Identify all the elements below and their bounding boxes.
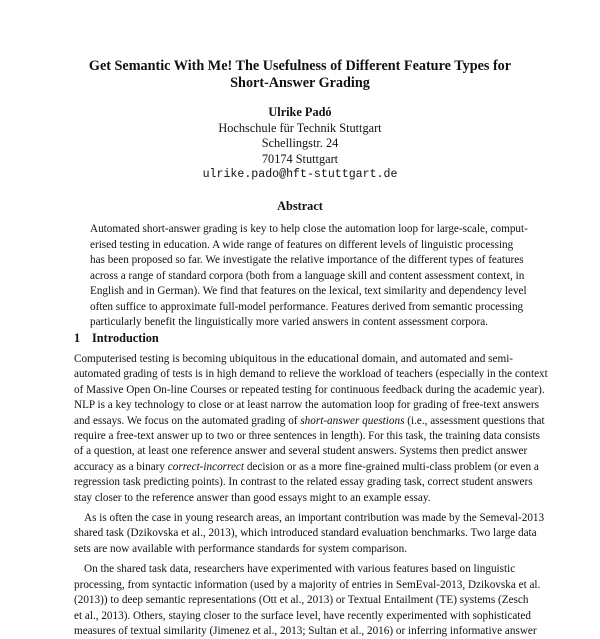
body-line: regression task predicting points). In contrast to the related essay grading task, correct student answers — [74, 476, 533, 489]
emphasis-correct-incorrect: correct-incorrect — [167, 460, 245, 473]
body-line: shared task (Dzikovska et al., 2013), which introduced standard evaluation benchmarks. Two large data — [74, 527, 537, 540]
body-line — [74, 460, 539, 475]
body-line — [74, 414, 545, 429]
body-line: stay closer to the reference answer than good essays might to an example essay. — [74, 491, 431, 504]
abstract-line: erised testing in education. A wide range of features on different levels of linguistic processing — [90, 238, 514, 251]
author-block — [100, 105, 500, 183]
body-line: require a free-text answer up to two or three sentences in length). For this task, the training data consists — [74, 430, 541, 443]
body-line: of a question, at least one reference answer and several student answers. Systems then predict answer — [74, 445, 528, 458]
abstract-line: particularly benefit the linguistically more varied answers in content assessment corpora. — [90, 316, 488, 328]
abstract-line: English and in German). We find that features on the lexical, text similarity and dependency level — [90, 285, 527, 297]
author-name: Ulrike Padó — [268, 105, 332, 119]
section-title: Introduction — [92, 331, 159, 345]
body-text-run: accuracy as a binary — [74, 460, 168, 473]
body-line: Computerised testing is becoming ubiquitous in the educational domain, and automated and semi- — [74, 353, 514, 365]
body-line: As is often the case in young research areas, an important contribution was made by the Semeval-2013 — [84, 512, 545, 525]
body-line: et al., 2013). Others, staying closer to the surface level, have recently experimented with sophisticated — [74, 609, 531, 622]
body-text-run: and essays. We focus on the automated grading of — [74, 414, 301, 427]
abstract-line: Automated short-answer grading is key to help close the automation loop for large-scale, comput- — [90, 223, 528, 235]
title-line: Get Semantic With Me! The Usefulness of Different Feature Types for — [88, 58, 512, 74]
body-line: NLP is a key technology to close or at least narrow the automation loop for grading of free-text answers — [74, 399, 539, 412]
abstract-line: often suffice to approximate full-model performance. Features derived from semantic processing — [90, 300, 524, 313]
abstract-body — [90, 222, 528, 331]
body-line: (2013)) to deep semantic representations (Ott et al., 2013) or Textual Entailment (TE) systems (Zesch — [74, 594, 529, 607]
abstract-heading: Abstract — [277, 199, 323, 213]
emphasis-short-answer-questions: short-answer questions — [300, 414, 405, 427]
title-line: Short-Answer Grading — [230, 75, 370, 91]
section-number: 1 — [74, 331, 81, 345]
body-text-run: (i.e., assessment questions that — [404, 414, 545, 427]
author-affiliation: Hochschule für Technik Stuttgart — [218, 120, 382, 135]
paper-title — [60, 58, 540, 92]
body-line: On the shared task data, researchers have experimented with various features based on linguistic — [84, 563, 516, 576]
author-city: 70174 Stuttgart — [261, 151, 339, 166]
section-heading-introduction — [74, 331, 374, 346]
body-line: measures of textual similarity (Jimenez et al., 2013; Sultan et al., 2016) or inferring informative answer — [74, 624, 537, 637]
abstract-line: has been proposed so far. We investigate the relative importance of the different types of features — [90, 254, 524, 266]
author-email[interactable]: ulrike.pado@hft-stuttgart.de — [202, 168, 398, 181]
body-line: of Massive Open On-line Courses or repeated testing for continuous feedback during the academic year). — [74, 383, 545, 396]
author-street: Schellingstr. 24 — [261, 136, 339, 150]
body-line: automated grading of tests is in high demand to relieve the workload of teachers (especially in the context — [74, 368, 548, 381]
body-line: sets are now available with performance standards for system comparison. — [74, 542, 408, 555]
body-line: processing, from syntactic information (used by a majority of entries in SemEval-2013, Dzikovska et al. — [74, 578, 541, 591]
body-text-run: decision or as a more fine-grained multi-class problem (or even a — [244, 460, 539, 473]
introduction-body — [74, 352, 548, 639]
abstract-line: across a range of standard corpora (both from a language skill and content assessment context, in — [90, 269, 525, 282]
